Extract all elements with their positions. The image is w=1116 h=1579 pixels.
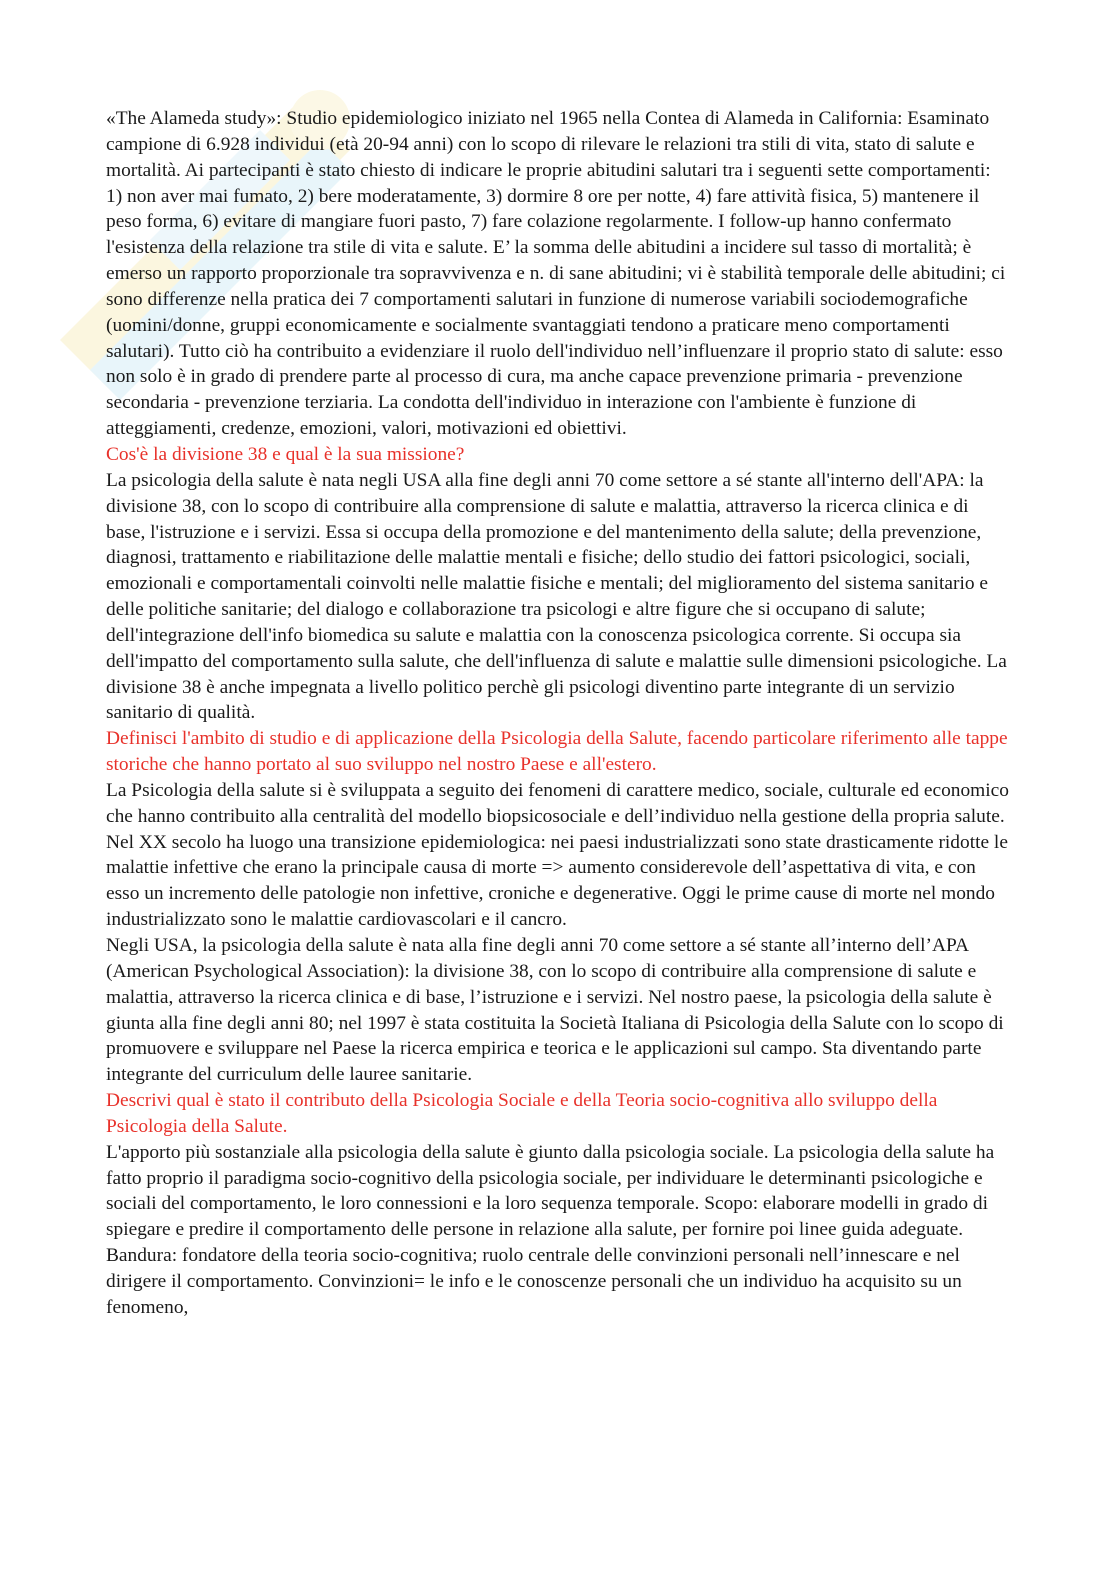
question-heading: Definisci l'ambito di studio e di applicazione della Psicologia della Salute, facendo particolare riferimento alle tappe storiche che hanno portato al suo sviluppo nel nostro Paese e all'estero.	[106, 728, 1008, 776]
answer-paragraph: La Psicologia della salute si è sviluppata a seguito dei fenomeni di carattere medico, sociale, culturale ed economico che hanno contribuito alla centralità del modello biopsicosociale e dell’individuo nella gestione della propria salute. Nel XX secolo ha luogo una transizione epidemiologica: nei paesi industrializzati sono state drasticamente ridotte le malattie infettive che erano la principale causa di morte => aumento considerevole dell’aspettativa di vita, e con esso un incremento delle patologie non infettive, croniche e degenerative. Oggi le prime cause di morte nel mondo industrializzato sono le malattie cardiovascolari e il cancro.	[106, 779, 1009, 931]
answer-paragraph: «The Alameda study»: Studio epidemiologico iniziato nel 1965 nella Contea di Alameda in California: Esaminato campione di 6.928 individui (età 20-94 anni) con lo scopo di rilevare le relazioni tra stili di vita, stato di salute e mortalità. Ai partecipanti è stato chiesto di indicare le proprie abitudini salutari tra i seguenti sette comportamenti: 1) non aver mai fumato, 2) bere moderatamente, 3) dormire 8 ore per notte, 4) fare attività fisica, 5) mantenere il peso forma, 6) evitare di mangiare fuori pasto, 7) fare colazione regolarmente. I follow-up hanno confermato l'esistenza della relazione tra stile di vita e salute. E’ la somma delle abitudini a incidere sul tasso di mortalità; è emerso un rapporto proporzionale tra sopravvivenza e n. di sane abitudini; vi è stabilità temporale delle abitudini; ci sono differenze nella pratica dei 7 comportamenti salutari in funzione di numerose variabili sociodemografiche (uomini/donne, gruppi economicamente e socialmente svantaggiati tendono a praticare meno comportamenti salutari). Tutto ciò ha contribuito a evidenziare il ruolo dell'individuo nell’influenzare il proprio stato di salute: esso non solo è in grado di prendere parte al processo di cura, ma anche capace prevenzione primaria - prevenzione secondaria - prevenzione terziaria. La condotta dell'individuo in interazione con l'ambiente è funzione di atteggiamenti, credenze, emozioni, valori, motivazioni ed obiettivi.	[106, 108, 1006, 440]
answer-paragraph: Negli USA, la psicologia della salute è nata alla fine degli anni 70 come settore a sé stante all’interno dell’APA (American Psychological Association): la divisione 38, con lo scopo di contribuire alla comprensione di salute e malattia, attraverso la ricerca clinica e di base, l’istruzione e i servizi. Nel nostro paese, la psicologia della salute è giunta alla fine degli anni 80; nel 1997 è stata costituita la Società Italiana di Psicologia della Salute con lo scopo di promuovere e sviluppare nel Paese la ricerca empirica e teorica e le applicazioni sul campo. Sta diventando parte integrante del curriculum delle lauree sanitarie.	[106, 935, 1004, 1086]
answer-paragraph: L'apporto più sostanziale alla psicologia della salute è giunto dalla psicologia sociale. La psicologia della salute ha fatto proprio il paradigma socio-cognitivo della psicologia sociale, per individuare le determinanti psicologiche e sociali del comportamento, le loro connessioni e la loro sequenza temporale. Scopo: elaborare modelli in grado di spiegare e predire il comportamento delle persone in relazione alla salute, per fornire poi linee guida adeguate. Bandura: fondatore della teoria socio-cognitiva; ruolo centrale delle convinzioni personali nell’innescare e nel dirigere il comportamento. Convinzioni= le info e le conoscenze personali che un individuo ha acquisito su un fenomeno,	[106, 1141, 995, 1318]
question-heading: Cos'è la divisione 38 e qual è la sua missione?	[106, 443, 465, 465]
document-body	[106, 106, 1011, 1321]
answer-paragraph: La psicologia della salute è nata negli USA alla fine degli anni 70 come settore a sé stante all'interno dell'APA: la divisione 38, con lo scopo di contribuire alla comprensione di salute e malattia, attraverso la ricerca clinica e di base, l'istruzione e i servizi. Essa si occupa della promozione e del mantenimento della salute; della prevenzione, diagnosi, trattamento e riabilitazione delle malattie mentali e fisiche; dello studio dei fattori psicologici, sociali, emozionali e comportamentali coinvolti nelle malattie fisiche e mentali; del miglioramento del sistema sanitario e delle politiche sanitarie; del dialogo e collaborazione tra psicologi e altre figure che si occupano di salute; dell'integrazione dell'info biomedica su salute e malattia con la conoscenza psicologica corrente. Si occupa sia dell'impatto del comportamento sulla salute, che dell'influenza di salute e malattie sulle dimensioni psicologiche. La divisione 38 è anche impegnata a livello politico perchè gli psicologi diventino parte integrante di un servizio sanitario di qualità.	[106, 469, 1007, 724]
question-heading: Descrivi qual è stato il contributo della Psicologia Sociale e della Teoria socio-cognitiva allo sviluppo della Psicologia della Salute.	[106, 1090, 938, 1137]
